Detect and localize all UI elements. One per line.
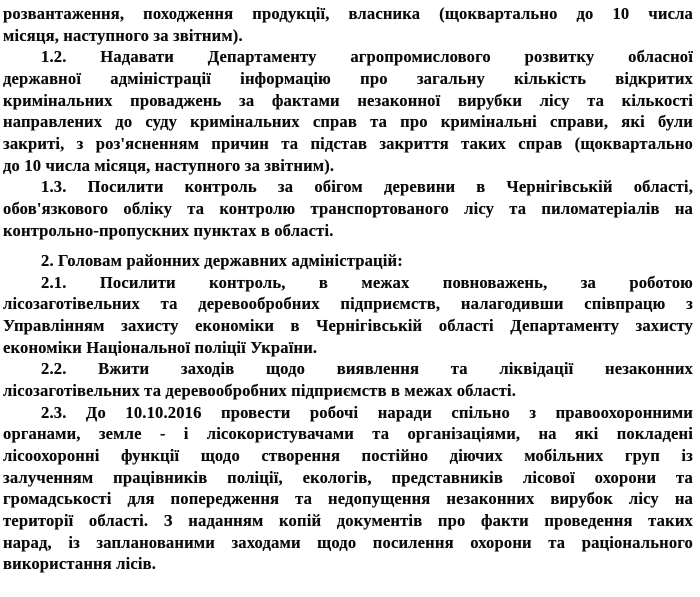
text-line: розвантаження, походження продукції, власника (щоквартально до 10 числа: [3, 4, 693, 23]
text-line: закриті, з роз'ясненням причин та підстав закриття таких справ (щоквартально: [3, 134, 693, 153]
text-line: державної адміністрації інформацію про загальну кількість відкритих: [3, 69, 693, 88]
text-line: лісозаготівельних та деревообробних підприємств в межах області.: [3, 381, 516, 400]
paragraph-1-3: 1.3. Посилити контроль за обігом деревини в Чернігівській області,: [41, 177, 693, 197]
section-2-heading: 2. Головам районних державних адміністрацій:: [41, 251, 403, 270]
text-line: використання лісів.: [3, 554, 157, 574]
text-line: кримінальних проваджень за фактами незаконної вирубки лісу та кількості: [3, 90, 693, 110]
text-line: нарад, із запланованими заходами щодо посилення охорони та раціонального: [3, 532, 693, 552]
text-line: місяця, наступного за звітним).: [3, 25, 243, 45]
text-line: лісозаготівельних та деревообробних підприємств, налагодивши співпрацю з: [3, 294, 693, 314]
paragraph-2-2: 2.2. Вжити заходів щодо виявлення та ліквідації незаконних: [41, 359, 693, 379]
text-line: направлених до суду кримінальних справ та про кримінальні справи, які були: [3, 112, 693, 132]
paragraph-2-3: 2.3. До 10.10.2016 провести робочі наради спільно з правоохоронними: [41, 402, 693, 422]
paragraph-1-2: 1.2. Надавати Департаменту агропромислового розвитку обласної: [41, 47, 693, 67]
text-line: громадськості для попередження та недопущення незаконних вирубок лісу на: [3, 489, 693, 509]
text-line: до 10 числа місяця, наступного за звітним).: [3, 155, 335, 175]
text-line: Управлінням захисту економіки в Чернігівській області Департаменту захисту: [3, 316, 693, 335]
text-line: економіки Національної поліції України.: [3, 337, 318, 357]
text-line: залученням працівників поліції, екологів, представників лісової охорони та: [3, 467, 693, 487]
text-line: обов'язкового обліку та контролю транспортованого лісу та пиломатеріалів на: [3, 199, 693, 218]
text-line: органами, земле - і лісокористувачами та організаціями, на які покладені: [3, 424, 693, 444]
text-line: території області. З наданням копій документів про факти проведення таких: [3, 511, 693, 530]
text-line: контрольно-пропускних пунктах в області.: [3, 220, 334, 240]
paragraph-2-1: 2.1. Посилити контроль, в межах повноважень, за роботою: [41, 272, 693, 292]
text-line: лісоохоронні функції щодо створення постійно діючих мобільних груп із: [3, 446, 693, 465]
